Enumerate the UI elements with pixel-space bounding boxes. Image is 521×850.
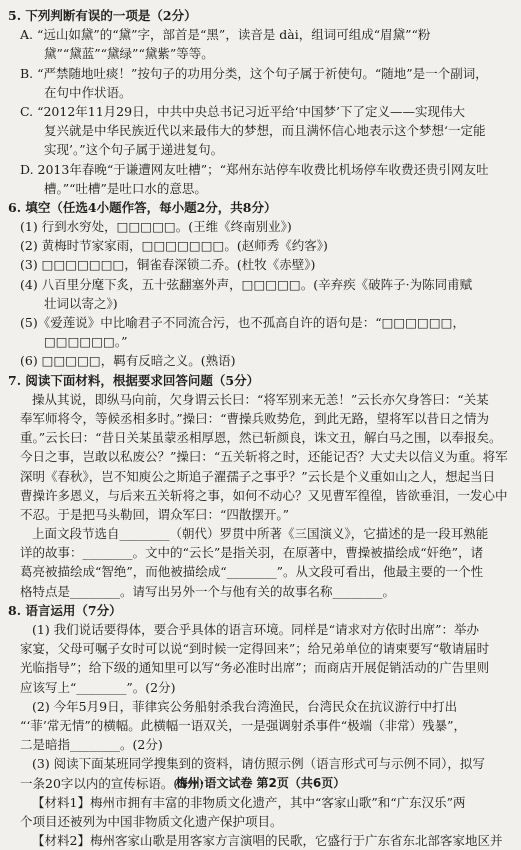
text-line: 今日之事，岂敢以私废公？”操曰：“五关斩将之时，还能记否？大丈夫以信义为重。将军 <box>20 449 508 465</box>
text-line: (1) 我们说话要得体，要合乎具体的语言环境。同样是“请求对方依时出席”：举办 <box>32 622 479 637</box>
text-line: D. 2013年春晚“于谦遭网友吐槽”；“郑州东站停车收费比机场停车收费还贵引网友吐 <box>20 161 489 177</box>
text-line: 【材料2】梅州客家山歌是用客家方言演唱的民歌，它盛行于广东省东北部客家地区并 <box>32 833 503 849</box>
text-line: 壮词以寄之》) <box>44 295 118 311</box>
text-line: 应该写上“________”。(2分) <box>20 679 176 695</box>
text-line: 格特点是________。请写出另外一个与他有关的故事名称________。 <box>20 583 396 599</box>
text-line: 在句中作状语。 <box>44 84 132 100</box>
text-line: 葛亮被描绘成“智绝”，而他被描绘成“________”。从文段可看出，他最主要的一个性 <box>20 564 484 580</box>
text-line: 二是暗指________。(2分) <box>20 737 163 753</box>
text-line: (4) 八百里分麾下炙，五十弦翻塞外声，□□□□□。(辛弃疾《破阵子·为陈同甫赋 <box>20 276 473 292</box>
text-line: 家宴，父母可嘱子女时可以说“到时候一定得回来”；给兄弟单位的请柬要写“敬请届时 <box>20 641 490 657</box>
text-line: 【材料1】梅州市拥有丰富的非物质文化遗产，其中“客家山歌”和“广东汉乐”两 <box>32 794 466 810</box>
text-line: (2) 黄梅时节家家雨，□□□□□□□。(赵师秀《约客》) <box>20 238 328 254</box>
text-line: 不忍。于是把马头勒回，谓众军曰：“四散摆开。” <box>20 506 290 522</box>
exam-content <box>8 6 515 850</box>
text-line: (5)《爱莲说》中比喻君子不同流合污，也不孤高自许的语句是：“□□□□□□， <box>20 315 465 330</box>
text-line: 复兴就是中华民族近代以来最伟大的梦想，而且满怀信心地表示这个梦想‘一定能 <box>44 123 486 139</box>
text-line: (3) □□□□□□□，铜雀春深锁二乔。(杜牧《赤壁》) <box>20 257 316 273</box>
text-line: A. “远山如黛”的“黛”字，部首是“黑”，读音是 dài，组词可组成“眉黛”“粉 <box>20 27 431 43</box>
text-line: 5. 下列判断有误的一项是（2分） <box>8 8 197 23</box>
text-line: 实现’。”这个句子属于递进复句。 <box>44 142 224 158</box>
text-line: □□□□□□。” <box>44 334 128 350</box>
text-line: 深明《春秋》，岂不知庾公之斯追子濯孺子之事乎？”云长是个义重如山之人，想起当日 <box>20 468 496 484</box>
text-line: 奉军师将令，等候丞相多时。”操曰：“曹操兵败势危，到此无路，望将军以昔日之情为 <box>20 410 490 426</box>
text-line: 详的故事：________。文中的“云长”是指关羽，在原著中，曹操被描绘成“奸绝”，诸 <box>20 545 484 561</box>
text-line: 上面文段节选自________（朝代）罗贯中所著《三国演义》，它描述的是一段耳熟能 <box>32 526 489 542</box>
text-line: 黛”“黛蓝”“黛绿”“黛紫”等等。 <box>44 46 214 62</box>
text-line: 7. 阅读下面材料，根据要求回答问题（5分） <box>8 372 260 388</box>
text-line: 个项目还被列为中国非物质文化遗产保护项目。 <box>20 813 283 829</box>
text-line: 8. 语言运用（7分） <box>8 602 122 618</box>
text-line: B. “严禁随地吐痰！”按句子的功用分类，这个句子属于祈使句。“随地”是一个副词， <box>20 65 488 81</box>
text-line: C. “2012年11月29日，中共中央总书记习近平给‘中国梦’下了定义——实现伟大 <box>20 103 466 119</box>
text-line: 光临指导”；给下级的通知里可以写“务必准时出席”；而商店开展促销活动的广告里则 <box>20 660 490 676</box>
text-line: 操从其说，即纵马向前，欠身谓云长曰：“将军别来无恙！”云长亦欠身答曰：“关某 <box>32 391 489 407</box>
text-line: “‘菲’常无情”的横幅。此横幅一语双关，一是强调射杀事件“极端（非常）残暴”， <box>20 717 467 733</box>
text-line: 重。”云长曰：“昔日关某虽蒙丞相厚恩，然已斩颜良，诛文丑，解白马之围，以奉报矣。 <box>20 430 502 446</box>
text-line: 槽。”“吐槽”是吐口水的意思。 <box>44 180 207 196</box>
text-line: 6. 填空（任选4小题作答，每小题2分，共8分） <box>8 199 277 215</box>
text-line: 曹操许多恩义，与后来五关斩将之事，如何不动心？又见曹军徨徨，皆欲垂泪，一发心中 <box>20 487 508 503</box>
text-line: (6) □□□□□，羁有反暗之义。(熟语) <box>20 353 236 369</box>
text-line: 一条20字以内的宣传标语。(3分) <box>20 775 204 791</box>
text-line: (3) 阅读下面某班同学搜集到的资料，请仿照示例（语言形式可与示例不同），拟写 <box>32 756 485 772</box>
text-line: (1) 行到水穷处，□□□□□。(王维《终南别业》) <box>20 219 292 235</box>
text-line: (2) 今年5月9日，菲律宾公务船射杀我台湾渔民，台湾民众在抗议游行中打出 <box>32 698 458 714</box>
page-footer: 梅州·语文试卷 第2页（共6页） <box>175 776 346 790</box>
